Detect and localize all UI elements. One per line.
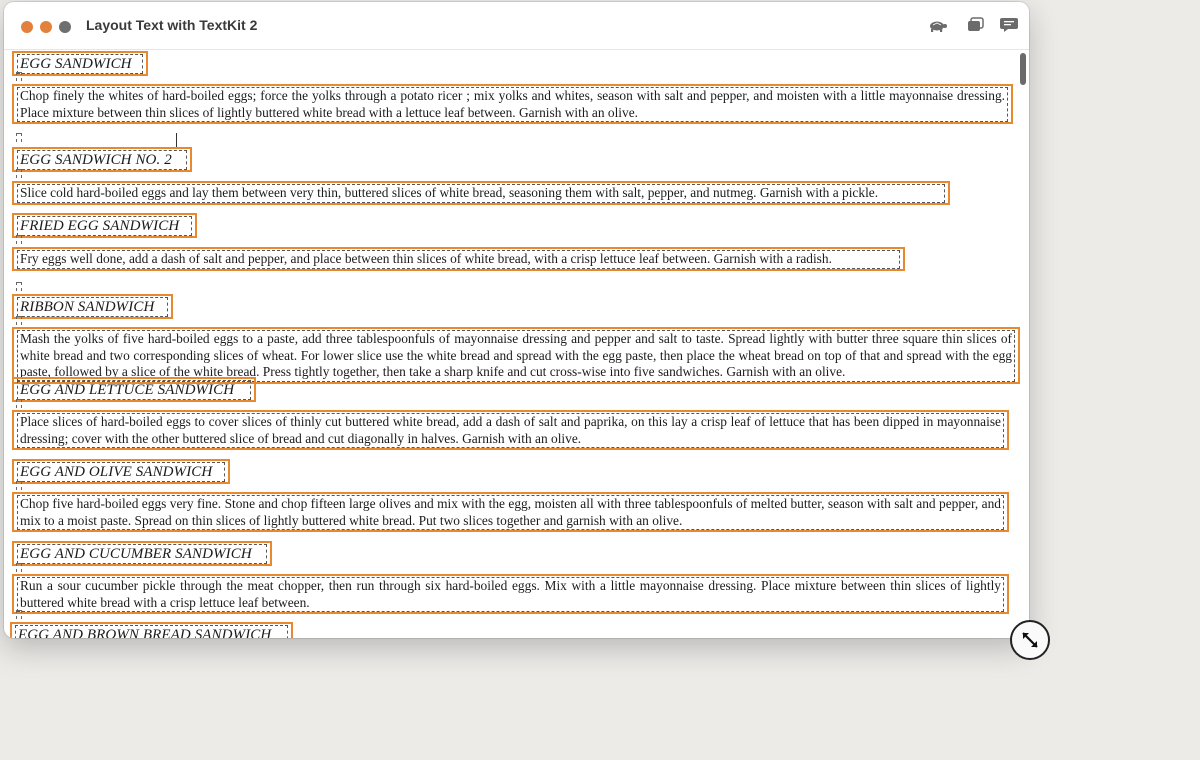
recipe-body: Run a sour cucumber pickle through the meat chopper, then run through six hard-boiled eggs. Mix with a little mayonnaise dressing. Place mixture between thin slices of lightly buttered white bread with a crisp lettuce leaf between. (17, 577, 1004, 612)
stacked-windows-icon[interactable] (965, 15, 987, 35)
layout-fragment-title (12, 294, 173, 319)
empty-line-marker (16, 563, 22, 572)
layout-fragment-body (12, 84, 1013, 124)
recipe-title: EGG SANDWICH (17, 54, 143, 74)
app-window (4, 2, 1029, 638)
recipe-title: EGG AND BROWN BREAD SANDWICH (15, 625, 288, 638)
layout-fragment-body (12, 574, 1009, 614)
layout-fragment-body (12, 410, 1009, 450)
comment-icon[interactable] (998, 15, 1020, 35)
layout-fragment-body (12, 492, 1009, 532)
empty-line-marker (16, 235, 22, 244)
empty-line-marker (16, 399, 22, 408)
recipe-body: Chop five hard-boiled eggs very fine. Stone and chop fifteen large olives and mix with the egg, moisten all with three tablespoonfuls of melted butter, season with salt and pepper, and mix to a moist paste. Spread on thin slices of lightly buttered white bread. Put two slices together and garnish with an olive. (17, 495, 1004, 530)
empty-line-marker (16, 610, 22, 619)
window-title: Layout Text with TextKit 2 (86, 17, 258, 33)
layout-fragment-title (12, 213, 197, 238)
layout-fragment-body (12, 327, 1020, 384)
recipe-title: EGG AND OLIVE SANDWICH (17, 462, 225, 482)
recipe-body: Slice cold hard-boiled eggs and lay them between very thin, buttered slices of white bread, seasoning them with salt, pepper, and nutmeg. Garnish with a pickle. (17, 184, 945, 203)
recipe-body: Place slices of hard-boiled eggs to cover slices of thinly cut buttered white bread, add a dash of salt and paprika, on this lay a crisp leaf of lettuce that has been dipped in mayonnaise dressing; cover with the other buttered slice of bread and cut diagonally in halves. Garnish with an olive. (17, 413, 1004, 448)
recipe-body: Mash the yolks of five hard-boiled eggs to a paste, add three tablespoonfuls of mayonnaise dressing and pepper and salt to taste. Spread lightly with butter three square thin slices of white bread and two corresponding slices of wheat. For lower slice use the white bread and spread with the egg paste, then place the wheat bread on top of that and spread with the egg paste, followed by a slice of the white bread. Press tightly together, then take a sharp knife and cut cross-wise into five sandwiches. Garnish with an olive. (17, 330, 1015, 382)
empty-line-marker (16, 72, 22, 81)
turtle-icon[interactable] (926, 15, 948, 35)
layout-fragment-title (12, 147, 192, 172)
empty-line-marker (16, 169, 22, 178)
scrollbar-thumb[interactable] (1020, 53, 1026, 85)
recipe-title: RIBBON SANDWICH (17, 297, 168, 317)
text-layout-view[interactable] (4, 50, 1020, 638)
layout-fragment-title (10, 622, 293, 638)
recipe-title: FRIED EGG SANDWICH (17, 216, 192, 236)
empty-line-marker (16, 133, 22, 142)
layout-fragment-title (12, 377, 256, 402)
zoom-button[interactable] (59, 21, 71, 33)
recipe-body: Fry eggs well done, add a dash of salt and pepper, and place between thin slices of white bread, with a crisp lettuce leaf between. Garnish with a radish. (17, 250, 900, 269)
close-button[interactable] (21, 21, 33, 33)
empty-line-marker (16, 481, 22, 490)
recipe-title: EGG SANDWICH NO. 2 (17, 150, 187, 170)
empty-line-marker (16, 316, 22, 325)
recipe-title: EGG AND LETTUCE SANDWICH (17, 380, 251, 400)
recipe-title: EGG AND CUCUMBER SANDWICH (17, 544, 267, 564)
title-bar[interactable] (4, 2, 1029, 50)
diagonal-resize-icon (1018, 628, 1042, 652)
vertical-scrollbar[interactable] (1016, 50, 1029, 638)
minimize-button[interactable] (40, 21, 52, 33)
text-insertion-caret (176, 133, 177, 148)
recipe-body: Chop finely the whites of hard-boiled eggs; force the yolks through a potato ricer ; mix yolks and whites, season with salt and pepper, and moisten with a little mayonnaise dressing. Place mixture between thin slices of lightly buttered white bread with a lettuce leaf between. Garnish with an olive. (17, 87, 1008, 122)
layout-fragment-title (12, 459, 230, 484)
layout-fragment-title (12, 51, 148, 76)
layout-fragment-body (12, 247, 905, 271)
layout-fragment-body (12, 181, 950, 205)
layout-fragment-title (12, 541, 272, 566)
empty-line-marker (16, 282, 22, 291)
resize-handle[interactable] (1010, 620, 1050, 660)
